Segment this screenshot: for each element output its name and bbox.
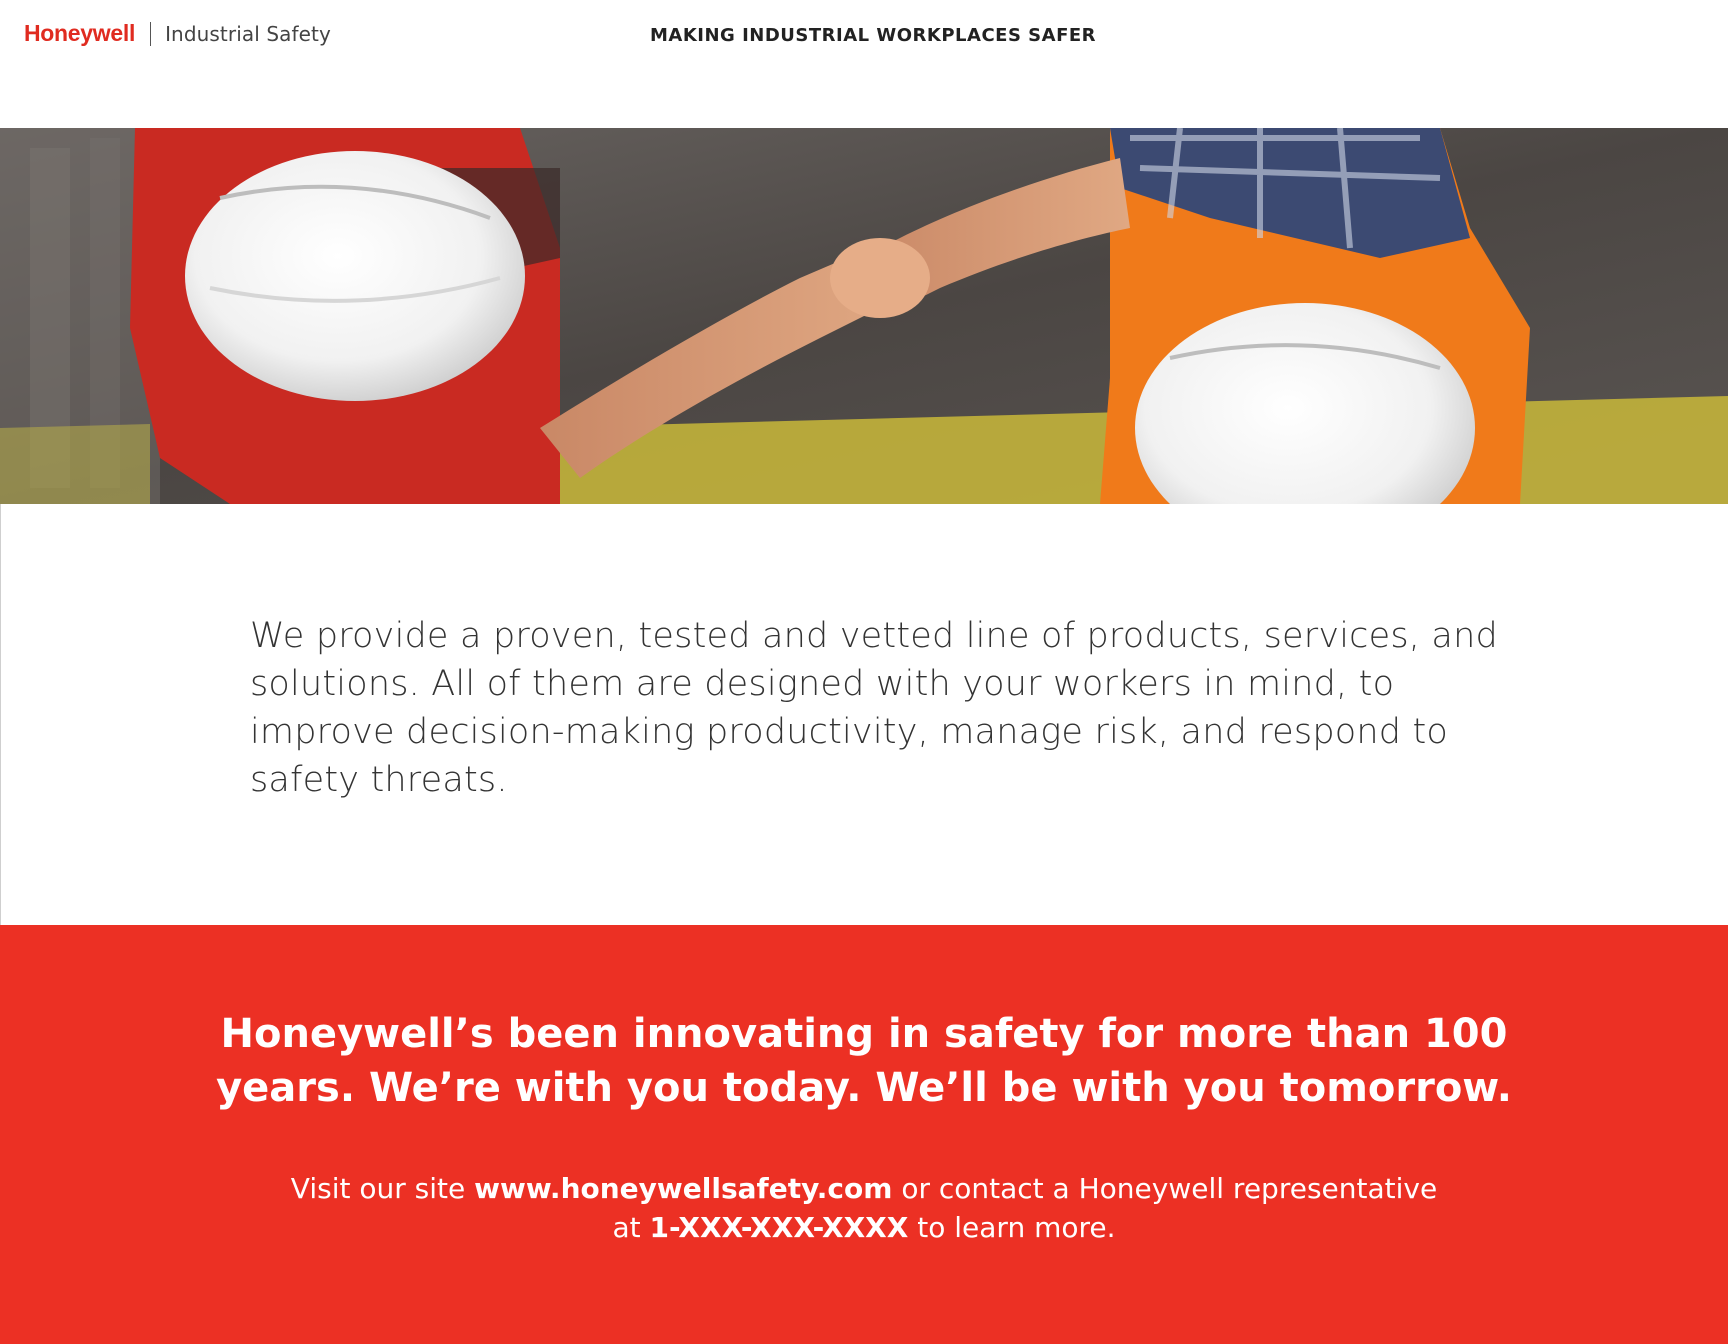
cta-headline — [180, 1007, 1548, 1115]
division-name: Industrial Safety — [165, 21, 331, 46]
phone-prefix: at — [612, 1211, 650, 1244]
honeywell-logo: Honeywell — [24, 20, 136, 46]
page-tagline: MAKING INDUSTRIAL WORKPLACES SAFER — [650, 25, 1097, 46]
brand — [24, 20, 331, 47]
phone-suffix: to learn more. — [908, 1211, 1116, 1244]
cta-contact-text — [200, 1169, 1528, 1247]
cta-headline-line2: years. We’re with you today. We’ll be with you tomorrow. — [216, 1065, 1512, 1111]
intro-paragraph: We provide a proven, tested and vetted line of products, services, and solutions. All of them are designed with your workers in mind, to improve decision-making productivity, manage risk, and respond to safety threats. — [250, 616, 1498, 800]
visit-prefix: Visit our site — [290, 1172, 475, 1205]
handshake-illustration — [0, 128, 1728, 504]
cta-band — [0, 925, 1728, 1344]
cta-headline-line1: Honeywell’s been innovating in safety for more than 100 — [220, 1011, 1508, 1057]
header — [0, 0, 1728, 128]
website-link[interactable]: www.honeywellsafety.com — [474, 1172, 893, 1205]
phone-number[interactable]: 1-XXX-XXX-XXXX — [649, 1211, 909, 1244]
brand-divider — [150, 22, 151, 46]
visit-suffix: or contact a Honeywell representative — [892, 1172, 1438, 1205]
hero-photo-handshake — [0, 128, 1728, 504]
